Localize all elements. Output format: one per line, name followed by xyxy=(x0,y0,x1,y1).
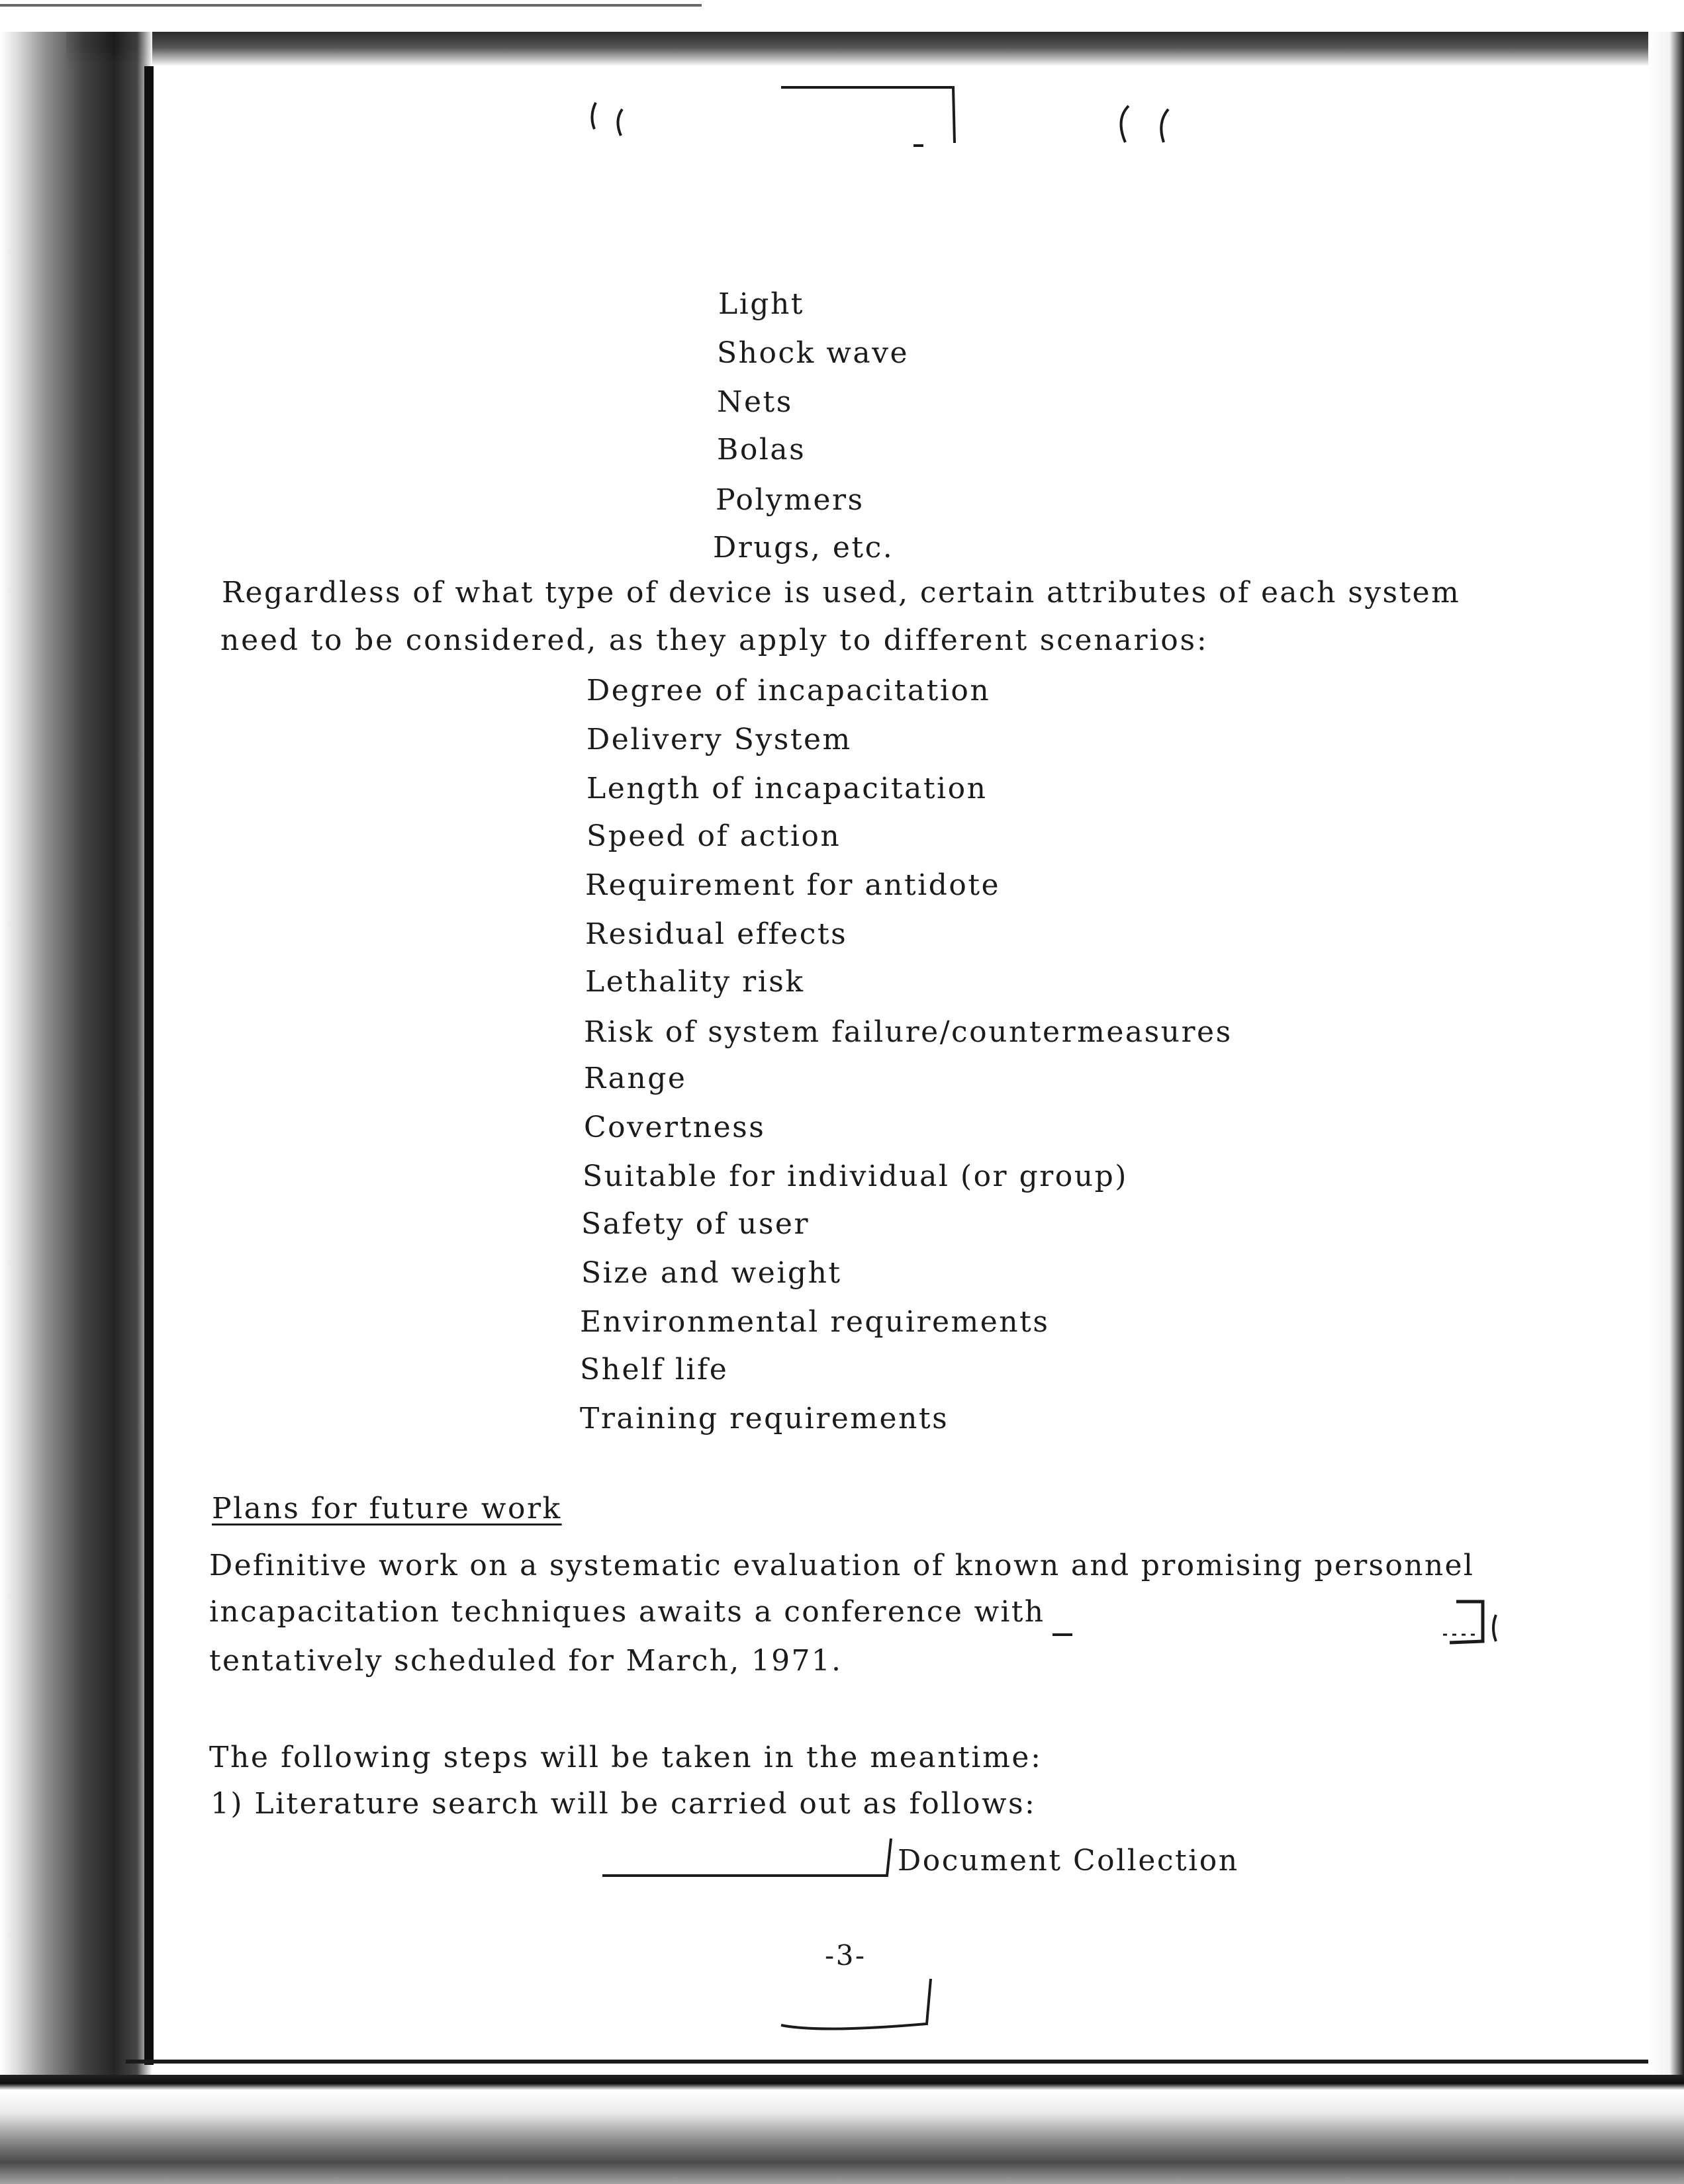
attribute-item: Degree of incapacitation xyxy=(586,674,991,707)
bottom-rule xyxy=(126,2060,1648,2064)
list-item-bolas: Bolas xyxy=(717,433,806,467)
intro-line-1: Regardless of what type of device is used, certain attributes of each system xyxy=(222,576,1461,610)
attribute-item: Size and weight xyxy=(581,1256,842,1290)
scan-left-edge xyxy=(144,66,154,2065)
list-item-nets: Nets xyxy=(717,385,793,419)
scan-top-border xyxy=(66,32,1684,66)
step-1: 1) Literature search will be carried out as follows: xyxy=(210,1787,1037,1821)
document-collection-label: Document Collection xyxy=(898,1844,1239,1878)
attribute-item: Environmental requirements xyxy=(580,1305,1050,1339)
attribute-item: Requirement for antidote xyxy=(585,868,1001,902)
attribute-item: Risk of system failure/countermeasures xyxy=(584,1015,1233,1049)
intro-line-2: need to be considered, as they apply to different scenarios: xyxy=(220,623,1209,657)
scan-edge-line xyxy=(0,4,702,7)
attribute-item: Length of incapacitation xyxy=(586,772,988,805)
plans-line-3: tentatively scheduled for March, 1971. xyxy=(209,1644,843,1678)
attribute-item: Speed of action xyxy=(586,819,841,853)
list-item-shock-wave: Shock wave xyxy=(717,336,910,370)
page-number: -3- xyxy=(825,1939,866,1972)
section-heading: Plans for future work xyxy=(212,1492,562,1525)
scan-left-border xyxy=(0,32,152,2184)
attribute-item: Residual effects xyxy=(585,917,848,951)
page-number-redaction-bracket xyxy=(761,1972,947,2032)
attribute-item: Shelf life xyxy=(580,1353,729,1387)
scan-right-border xyxy=(1648,32,1684,2083)
steps-intro: The following steps will be taken in the meantime: xyxy=(209,1741,1043,1774)
list-item-light: Light xyxy=(718,287,804,321)
plans-line-2: incapacitation techniques awaits a conference with xyxy=(209,1595,1045,1629)
scan-bottom-border xyxy=(0,2075,1684,2184)
attribute-item: Delivery System xyxy=(586,723,852,756)
attribute-item: Suitable for individual (or group) xyxy=(583,1160,1128,1193)
redaction-bracket xyxy=(596,1833,900,1880)
attribute-item: Lethality risk xyxy=(585,965,805,999)
attribute-item: Covertness xyxy=(584,1111,766,1144)
redaction-box xyxy=(1046,1595,1509,1648)
attribute-item: Range xyxy=(584,1062,687,1095)
attribute-item: Safety of user xyxy=(581,1207,810,1241)
top-redaction-marks xyxy=(569,79,1218,159)
list-item-polymers: Polymers xyxy=(716,483,865,517)
plans-line-1: Definitive work on a systematic evaluation of known and promising personnel xyxy=(209,1549,1475,1582)
list-item-drugs: Drugs, etc. xyxy=(713,531,894,565)
attribute-item: Training requirements xyxy=(580,1402,949,1435)
